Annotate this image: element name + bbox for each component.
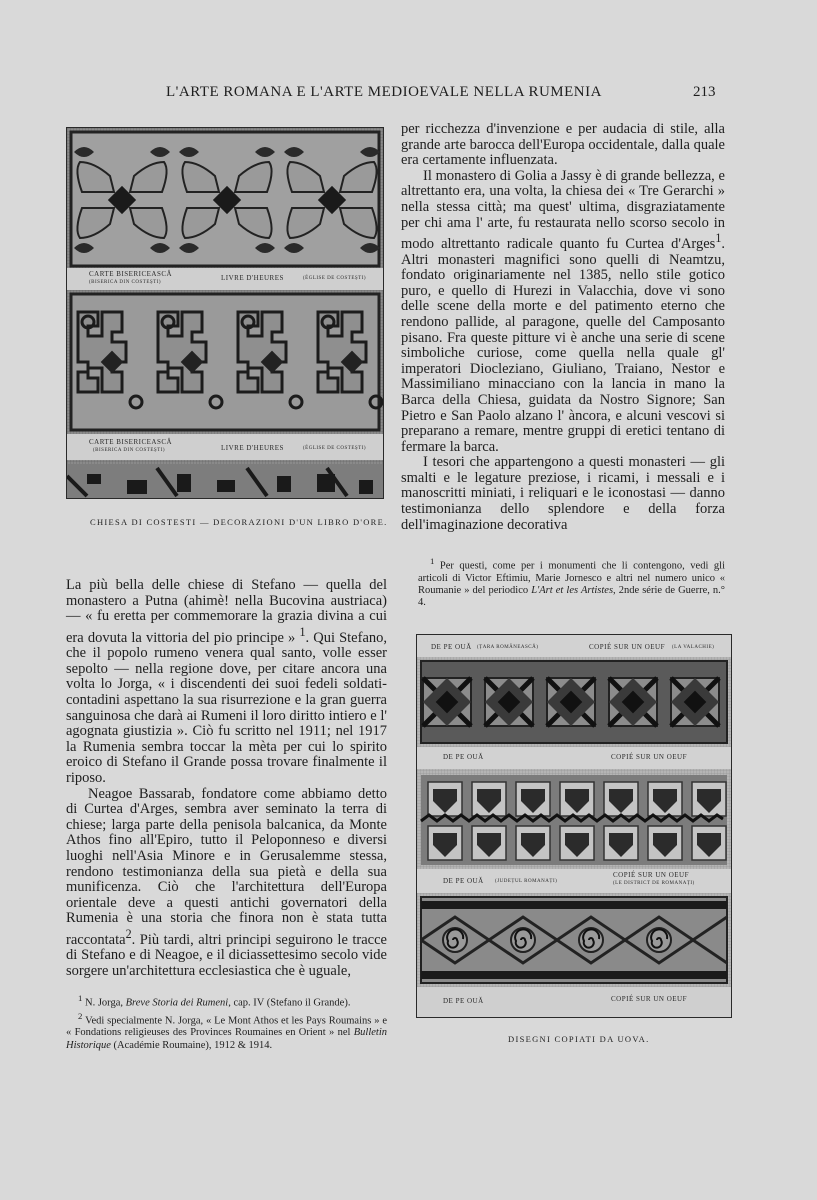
right-paragraph-1: per ricchezza d'invenzione e per audacia di stile, alla grande arte barocca dell'Europa occidentale, dalla quale era certamente influenzata. bbox=[401, 121, 725, 169]
left-column-text bbox=[66, 578, 387, 980]
figure-egg-designs bbox=[416, 634, 732, 1018]
figure-costesti-decorations bbox=[66, 127, 384, 499]
label-de-pe-oua-1: DE PE OUĂ bbox=[431, 643, 472, 651]
label-de-pe-oua-2: DE PE OUĂ bbox=[443, 753, 484, 761]
running-header: L'ARTE ROMANA E L'ARTE MEDIOEVALE NELLA RUMENIA bbox=[166, 84, 602, 100]
right-footnote: $^1$ Per questi, come per i monumenti che li contengono, vedi gli articoli di Victor Eftimiu, Marie Jornesco e altri nel numero unico « Roumanie » del periodico L'Art et les Artistes, 2nde série de Guerre, n.° 4. bbox=[418, 556, 726, 609]
label-carte-1: CARTE BISERICEASCĂ bbox=[89, 270, 173, 278]
left-paragraph-1: La più bella delle chiese di Stefano — quella del monastero a Putna (ahimè! nella Bucovina austriaca) — « fu eretta per commemorare la grazia divina a cui era dovuta la vittoria del pio principe » $^1$. Qui Stefano, che il popolo rumeno venera qual santo, volle esser sepolto — nella regione dove, per citare ancora una volta lo Jorga, « i discendenti dei suoi fedeli soldati-contadini aspettano la sua risurrezione e la gran guerra sanguinosa che darà ai Rumeni il loro diritto intiero e l' agognata giustizia ». Ciò fu scritto nel 1911; nel 1917 la Rumenia sembra toccar la mèta per cui lo spirito eroico di Stefano il Grande possa trovare finalmente il riposo. bbox=[66, 577, 388, 786]
left-paragraph-2: Neagoe Bassarab, fondatore come abbiamo detto di Curtea d'Arges, sembra aver seminato la terra di chiese; larga parte della penisola balcanica, da Monte Athos fino all'Epiro, tutto il Peloponneso e diversi luoghi nell'Asia Minore e in Gerusalemme stessa, rendono testimonianza della sua pietà e della sua munificenza. Ciò che l'architettura dell'Europa orientale deve a questi antichi governatori della Rumenia è una storia che finora non è stata tutta raccontata$^2$. Più tardi, altri principi seguirono le tracce di Stefano e di Neagoe, e il diciassettesimo secolo vide sorgere un'architettura ecclesiastica che è uguale, bbox=[66, 785, 387, 979]
label-copie-1-sub: (LA VALACHIE) bbox=[672, 645, 715, 650]
right-column-text bbox=[401, 122, 725, 533]
left-footnotes bbox=[66, 992, 387, 1052]
label-copie-2: COPIÉ SUR UN OEUF bbox=[611, 753, 687, 761]
figure2-caption: DISEGNI COPIATI DA UOVA. bbox=[508, 1034, 650, 1044]
label-livre-2-sub: (ÉGLISE DE COSTEȘTI) bbox=[303, 446, 367, 451]
footnote-2: $^2$ Vedi specialmente N. Jorga, « Le Mont Athos et les Pays Roumains » e « Fondations religieuses des Provinces Roumaines en Orient » nel Bulletin Historique (Académie Roumaine), 1912 & 1914. bbox=[66, 1010, 388, 1051]
label-livre-1-sub: (ÉGLISE DE COSTEȘTI) bbox=[303, 276, 367, 281]
label-carte-1-sub: (BISERICA DIN COSTEȘTI) bbox=[89, 280, 162, 285]
label-livre-1: LIVRE D'HEURES bbox=[221, 274, 284, 282]
right-paragraph-3: I tesori che appartengono a questi monasteri — gli smalti e le legature preziose, i ricami, i messali e i manoscritti miniati, i reliquari e le iconostasi — danno testimonianza dello splendore e della forza dell'imaginazione decorativa bbox=[401, 454, 725, 533]
label-copie-3-sub: (LE DISTRICT DE ROMANAȚI) bbox=[613, 881, 695, 886]
label-carte-2: CARTE BISERICEASCĂ bbox=[89, 438, 173, 446]
label-copie-1: COPIÉ SUR UN OEUF bbox=[589, 643, 665, 651]
label-de-pe-oua-1-sub: (ȚARA ROMÂNEASCĂ) bbox=[477, 645, 539, 650]
footnote-ref: 1 bbox=[299, 624, 306, 639]
egg-patterns-drawing bbox=[417, 635, 731, 1017]
label-de-pe-oua-3: DE PE OUĂ bbox=[443, 877, 484, 885]
label-copie-3: COPIÉ SUR UN OEUF bbox=[613, 871, 689, 879]
label-de-pe-oua-3-sub: (JUDEȚUL ROMANAȚI) bbox=[495, 879, 558, 884]
right-paragraph-2: Il monastero di Golia a Jassy è di grande bellezza, e altrettanto era, una volta, la chiesa dei « Tre Gerarchi » nella stessa città; ma quest' ultima, disgraziatamente per chi ama l' arte, fu restaurata nello scorso secolo in modo altrettanto radicale quanto fu Curtea d'Arges$^1$. Altri monasteri magnifici sono quelli di Neamtzu, fondato originariamente nel 1385, nello stile gotico puro, e quello di Hurezi in Valacchia, dove vi sono delle scene della morte e del patimento eterno che rendono pallide, al paragone, quelle del Camposanto pisano. Fra queste pitture vi è anche una serie di scene simboliche curiose, come quella nella quale gl' imperatori Diocleziano, Giuliano, Traiano, Nestor e Massimiliano minacciano con la lancia in mano la Barca della Chiesa, guidata da Nostro Signore; San Pietro e San Paolo alzano l' àncora, e alcuni vescovi si preparano a remare, mentre gruppi di eretici tentano di fermare la barca. bbox=[401, 167, 725, 455]
label-livre-2: LIVRE D'HEURES bbox=[221, 444, 284, 452]
footnote-ref: 1 bbox=[715, 231, 722, 246]
label-carte-2-sub: (BISERICA DIN COSTEȘTI) bbox=[93, 448, 166, 453]
label-copie-4: COPIÉ SUR UN OEUF bbox=[611, 995, 687, 1003]
page-number: 213 bbox=[693, 84, 716, 100]
footnote-1: $^1$ N. Jorga, Breve Storia dei Rumeni, cap. IV (Stefano il Grande). bbox=[78, 993, 351, 1009]
footnote-ref: 2 bbox=[125, 926, 132, 941]
figure1-caption: CHIESA DI COSTESTI — DECORAZIONI D'UN LIBRO D'ORE. bbox=[90, 517, 388, 527]
label-de-pe-oua-4: DE PE OUĂ bbox=[443, 997, 484, 1005]
